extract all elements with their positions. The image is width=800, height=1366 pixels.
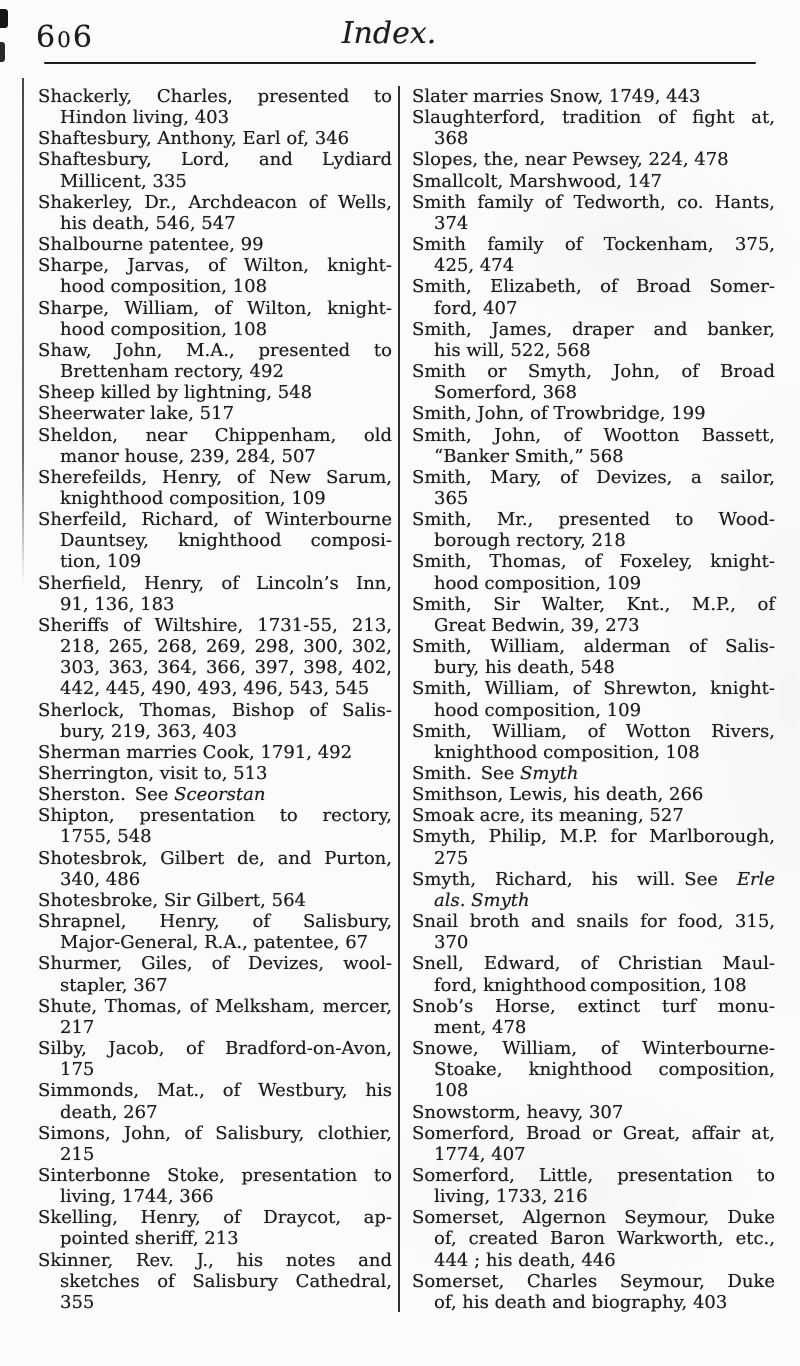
index-entry: [412, 192, 775, 234]
index-line: Smith, John, of Wootton Bassett,: [412, 424, 775, 446]
index-entry: [38, 784, 392, 805]
index-entry: [412, 509, 775, 551]
index-line: Smith, Mr., presented to Wood-: [412, 509, 775, 531]
header-rule: [44, 62, 756, 64]
index-entry: [38, 742, 392, 763]
index-line: 215: [60, 1143, 95, 1165]
index-line: Skinner, Rev. J., his notes and: [38, 1249, 392, 1271]
index-line: Slater marries Snow, 1749, 443: [412, 86, 701, 107]
index-line: 217: [60, 1016, 95, 1038]
index-entry: [38, 467, 392, 509]
index-entry: [412, 721, 775, 763]
index-line: “Banker Smith,” 568: [434, 445, 624, 467]
index-line: Smith, William, of Wotton Rivers,: [412, 720, 775, 742]
index-entry: [412, 1271, 775, 1313]
index-entry: [38, 763, 392, 784]
index-line: living, 1733, 216: [434, 1186, 588, 1208]
index-line: his will, 522, 568: [434, 339, 591, 361]
index-line: Smyth, Philip, M.P. for Marlborough,: [412, 826, 775, 848]
index-line: 340, 486: [60, 868, 141, 890]
index-line: Smith, John, of Trowbridge, 199: [412, 403, 706, 425]
index-entry: [38, 509, 392, 572]
index-entry: [38, 805, 392, 847]
index-entry: [412, 425, 775, 467]
index-entry: [412, 149, 775, 170]
index-line: Dauntsey, knighthood composi-: [60, 530, 392, 552]
index-entry: [412, 171, 775, 192]
index-line: borough rectory, 218: [434, 530, 626, 552]
index-line: Sherfield, Henry, of Lincoln’s Inn,: [38, 572, 392, 594]
index-line: Snail broth and snails for food, 315,: [412, 911, 775, 933]
index-entry: [38, 1123, 392, 1165]
index-line: Sherlock, Thomas, Bishop of Salis-: [38, 699, 392, 721]
index-entry: [412, 763, 775, 784]
index-line: Smith, Elizabeth, of Broad Somer-: [412, 276, 775, 298]
index-entry: [38, 996, 392, 1038]
index-column-left: [38, 86, 392, 1313]
index-entry: [38, 149, 392, 191]
index-line: Smith, Sir Walter, Knt., M.P., of: [412, 593, 775, 615]
index-line: Shaw, John, M.A., presented to: [38, 339, 392, 361]
index-entry: [38, 1165, 392, 1207]
index-entry: [38, 890, 392, 911]
index-column-right: [412, 86, 775, 1313]
index-entry: [38, 192, 392, 234]
index-line: Slopes, the, near Pewsey, 224, 478: [412, 149, 729, 171]
index-line: Great Bedwin, 39, 273: [434, 614, 640, 636]
index-line: hood composition, 108: [60, 276, 268, 298]
index-line: hood composition, 108: [60, 318, 268, 340]
index-entry: [412, 636, 775, 678]
page-number: 606: [36, 20, 94, 55]
index-line: Somerford, 368: [434, 382, 577, 404]
index-line: ford, knighthood composition, 108: [434, 974, 747, 996]
index-entry: [412, 594, 775, 636]
index-entry: [38, 573, 392, 615]
index-line: Shaftesbury, Lord, and Lydiard: [38, 149, 392, 171]
index-line: ment, 478: [434, 1016, 527, 1038]
index-entry: [38, 1250, 392, 1313]
index-entry: [412, 551, 775, 593]
index-line: 374: [434, 212, 469, 234]
index-line: Smyth, Richard, his will. See Erle: [412, 868, 775, 890]
index-entry: [38, 615, 392, 700]
index-line: hood composition, 109: [434, 572, 642, 594]
index-line: Simmonds, Mat., of Westbury, his: [38, 1080, 392, 1102]
index-entry: [412, 1165, 775, 1207]
index-line: Shakerley, Dr., Archdeacon of Wells,: [38, 191, 392, 213]
index-line: Smith, William, of Shrewton, knight-: [412, 678, 775, 700]
index-entry: [38, 86, 392, 128]
index-line: Sherfeild, Richard, of Winterbourne: [38, 509, 392, 531]
index-line: knighthood composition, 109: [60, 487, 326, 509]
index-line: Smithson, Lewis, his death, 266: [412, 784, 704, 806]
index-entry: [412, 1207, 775, 1270]
index-entry: [412, 1123, 775, 1165]
index-line: 108: [434, 1080, 469, 1102]
index-line: bury, 219, 363, 403: [60, 720, 237, 742]
index-line: Skelling, Henry, of Draycot, ap-: [38, 1207, 392, 1229]
index-entry: [412, 826, 775, 868]
index-entry: [38, 1038, 392, 1080]
index-line: Sheriffs of Wiltshire, 1731-55, 213,: [38, 614, 392, 636]
index-line: 442, 445, 490, 493, 496, 543, 545: [60, 678, 370, 700]
index-line: Sherston. See Sceorstan: [38, 784, 266, 806]
index-line: 1755, 548: [60, 826, 152, 848]
index-entry: [38, 340, 392, 382]
index-line: 218, 265, 268, 269, 298, 300, 302,: [60, 636, 392, 658]
index-line: Snowstorm, heavy, 307: [412, 1101, 624, 1123]
index-line: 1774, 407: [434, 1143, 526, 1165]
index-entry: [38, 848, 392, 890]
index-line: Somerset, Algernon Seymour, Duke: [412, 1207, 775, 1229]
index-line: stapler, 367: [60, 974, 168, 996]
index-entry: [412, 678, 775, 720]
index-entry: [38, 425, 392, 467]
index-line: of, his death and biography, 403: [434, 1291, 728, 1313]
index-line: Shute, Thomas, of Melksham, mercer,: [38, 995, 392, 1017]
index-line: Somerford, Little, presentation to: [412, 1164, 775, 1186]
index-entry: [412, 784, 775, 805]
index-line: Snob’s Horse, extinct turf monu-: [412, 995, 775, 1017]
index-line: Millicent, 335: [60, 170, 187, 192]
index-entry: [412, 234, 775, 276]
index-line: of, created Baron Warkworth, etc.,: [434, 1228, 775, 1250]
index-entry: [412, 86, 775, 107]
index-line: Smith, Mary, of Devizes, a sailor,: [412, 466, 775, 488]
index-line: 368: [434, 128, 469, 150]
index-entry: [412, 996, 775, 1038]
index-entry: [38, 953, 392, 995]
index-line: Shackerly, Charles, presented to: [38, 86, 392, 107]
index-line: Sinterbonne Stoke, presentation to: [38, 1164, 392, 1186]
index-line: als. Smyth: [434, 889, 530, 911]
index-entry: [38, 128, 392, 149]
index-line: Snell, Edward, of Christian Maul-: [412, 953, 775, 975]
index-entry: [412, 1038, 775, 1101]
index-line: Sheep killed by lightning, 548: [38, 382, 313, 404]
page-title: Index.: [341, 16, 437, 51]
index-line: Sharpe, Jarvas, of Wilton, knight-: [38, 255, 392, 277]
index-entry: [38, 911, 392, 953]
index-line: Shaftesbury, Anthony, Earl of, 346: [38, 128, 350, 150]
index-entry: [38, 403, 392, 424]
index-line: Smith family of Tockenham, 375,: [412, 234, 775, 256]
index-entry: [38, 255, 392, 297]
index-line: living, 1744, 366: [60, 1186, 214, 1208]
index-entry: [38, 234, 392, 255]
index-line: 425, 474: [434, 255, 515, 277]
index-entry: [412, 869, 775, 911]
index-line: Smith or Smyth, John, of Broad: [412, 361, 775, 383]
index-line: Slaughterford, tradition of fight at,: [412, 107, 775, 129]
index-line: ford, 407: [434, 297, 518, 319]
index-line: 275: [434, 847, 469, 869]
index-entry: [38, 1207, 392, 1249]
index-line: Shrapnel, Henry, of Salisbury,: [38, 911, 392, 933]
index-line: Sheldon, near Chippenham, old: [38, 424, 392, 446]
index-entry: [412, 1102, 775, 1123]
index-line: 91, 136, 183: [60, 593, 175, 615]
index-line: pointed sheriff, 213: [60, 1228, 239, 1250]
index-line: manor house, 239, 284, 507: [60, 445, 316, 467]
index-line: Sharpe, William, of Wilton, knight-: [38, 297, 392, 319]
index-line: Simons, John, of Salisbury, clothier,: [38, 1122, 392, 1144]
index-line: Major-General, R.A., patentee, 67: [60, 932, 369, 954]
index-line: Sheerwater lake, 517: [38, 403, 235, 425]
index-line: 370: [434, 932, 469, 954]
index-line: Brettenham rectory, 492: [60, 361, 284, 383]
index-line: death, 267: [60, 1101, 158, 1123]
index-entry: [38, 298, 392, 340]
index-line: Smallcolt, Marshwood, 147: [412, 170, 662, 192]
index-line: 444 ; his death, 446: [434, 1249, 616, 1271]
index-line: Shotesbrok, Gilbert de, and Purton,: [38, 847, 392, 869]
index-line: Shotesbroke, Sir Gilbert, 564: [38, 889, 306, 911]
index-entry: [38, 382, 392, 403]
index-entry: [38, 700, 392, 742]
index-line: Smith family of Tedworth, co. Hants,: [412, 191, 775, 213]
index-line: 175: [60, 1059, 95, 1081]
index-line: sketches of Salisbury Cathedral,: [60, 1270, 392, 1292]
index-line: Hindon living, 403: [60, 107, 230, 129]
index-line: his death, 546, 547: [60, 212, 236, 234]
index-line: 365: [434, 487, 469, 509]
index-entry: [412, 319, 775, 361]
index-line: Sherman marries Cook, 1791, 492: [38, 741, 353, 763]
index-line: Shurmer, Giles, of Devizes, wool-: [38, 953, 392, 975]
index-line: 303, 363, 364, 366, 397, 398, 402,: [60, 657, 392, 679]
index-line: Silby, Jacob, of Bradford-on-Avon,: [38, 1038, 392, 1060]
index-line: Smith, William, alderman of Salis-: [412, 636, 775, 658]
index-line: tion, 109: [60, 551, 142, 573]
index-line: Somerford, Broad or Great, affair at,: [412, 1122, 775, 1144]
index-entry: [412, 107, 775, 149]
index-line: Smith, James, draper and banker,: [412, 318, 775, 340]
index-entry: [412, 805, 775, 826]
index-entry: [412, 403, 775, 424]
index-line: Smith, Thomas, of Foxeley, knight-: [412, 551, 775, 573]
index-line: Sherefeilds, Henry, of New Sarum,: [38, 466, 392, 488]
index-entry: [412, 911, 775, 953]
index-line: bury, his death, 548: [434, 657, 615, 679]
index-line: Smoak acre, its meaning, 527: [412, 805, 684, 827]
scan-edge-line: [22, 78, 24, 585]
index-entry: [38, 1080, 392, 1122]
index-line: Snowe, William, of Winterbourne-: [412, 1038, 775, 1060]
index-line: Shipton, presentation to rectory,: [38, 805, 392, 827]
index-entry: [412, 467, 775, 509]
index-line: Smith. See Smyth: [412, 763, 579, 784]
index-line: Stoake, knighthood composition,: [434, 1059, 775, 1081]
index-line: 355: [60, 1291, 95, 1313]
index-line: Shalbourne patentee, 99: [38, 234, 264, 256]
index-line: Sherrington, visit to, 513: [38, 763, 268, 784]
column-divider: [398, 86, 400, 1312]
index-entry: [412, 953, 775, 995]
index-entry: [412, 276, 775, 318]
index-entry: [412, 361, 775, 403]
index-line: hood composition, 109: [434, 699, 642, 721]
index-line: Somerset, Charles Seymour, Duke: [412, 1270, 775, 1292]
index-line: knighthood composition, 108: [434, 741, 700, 763]
